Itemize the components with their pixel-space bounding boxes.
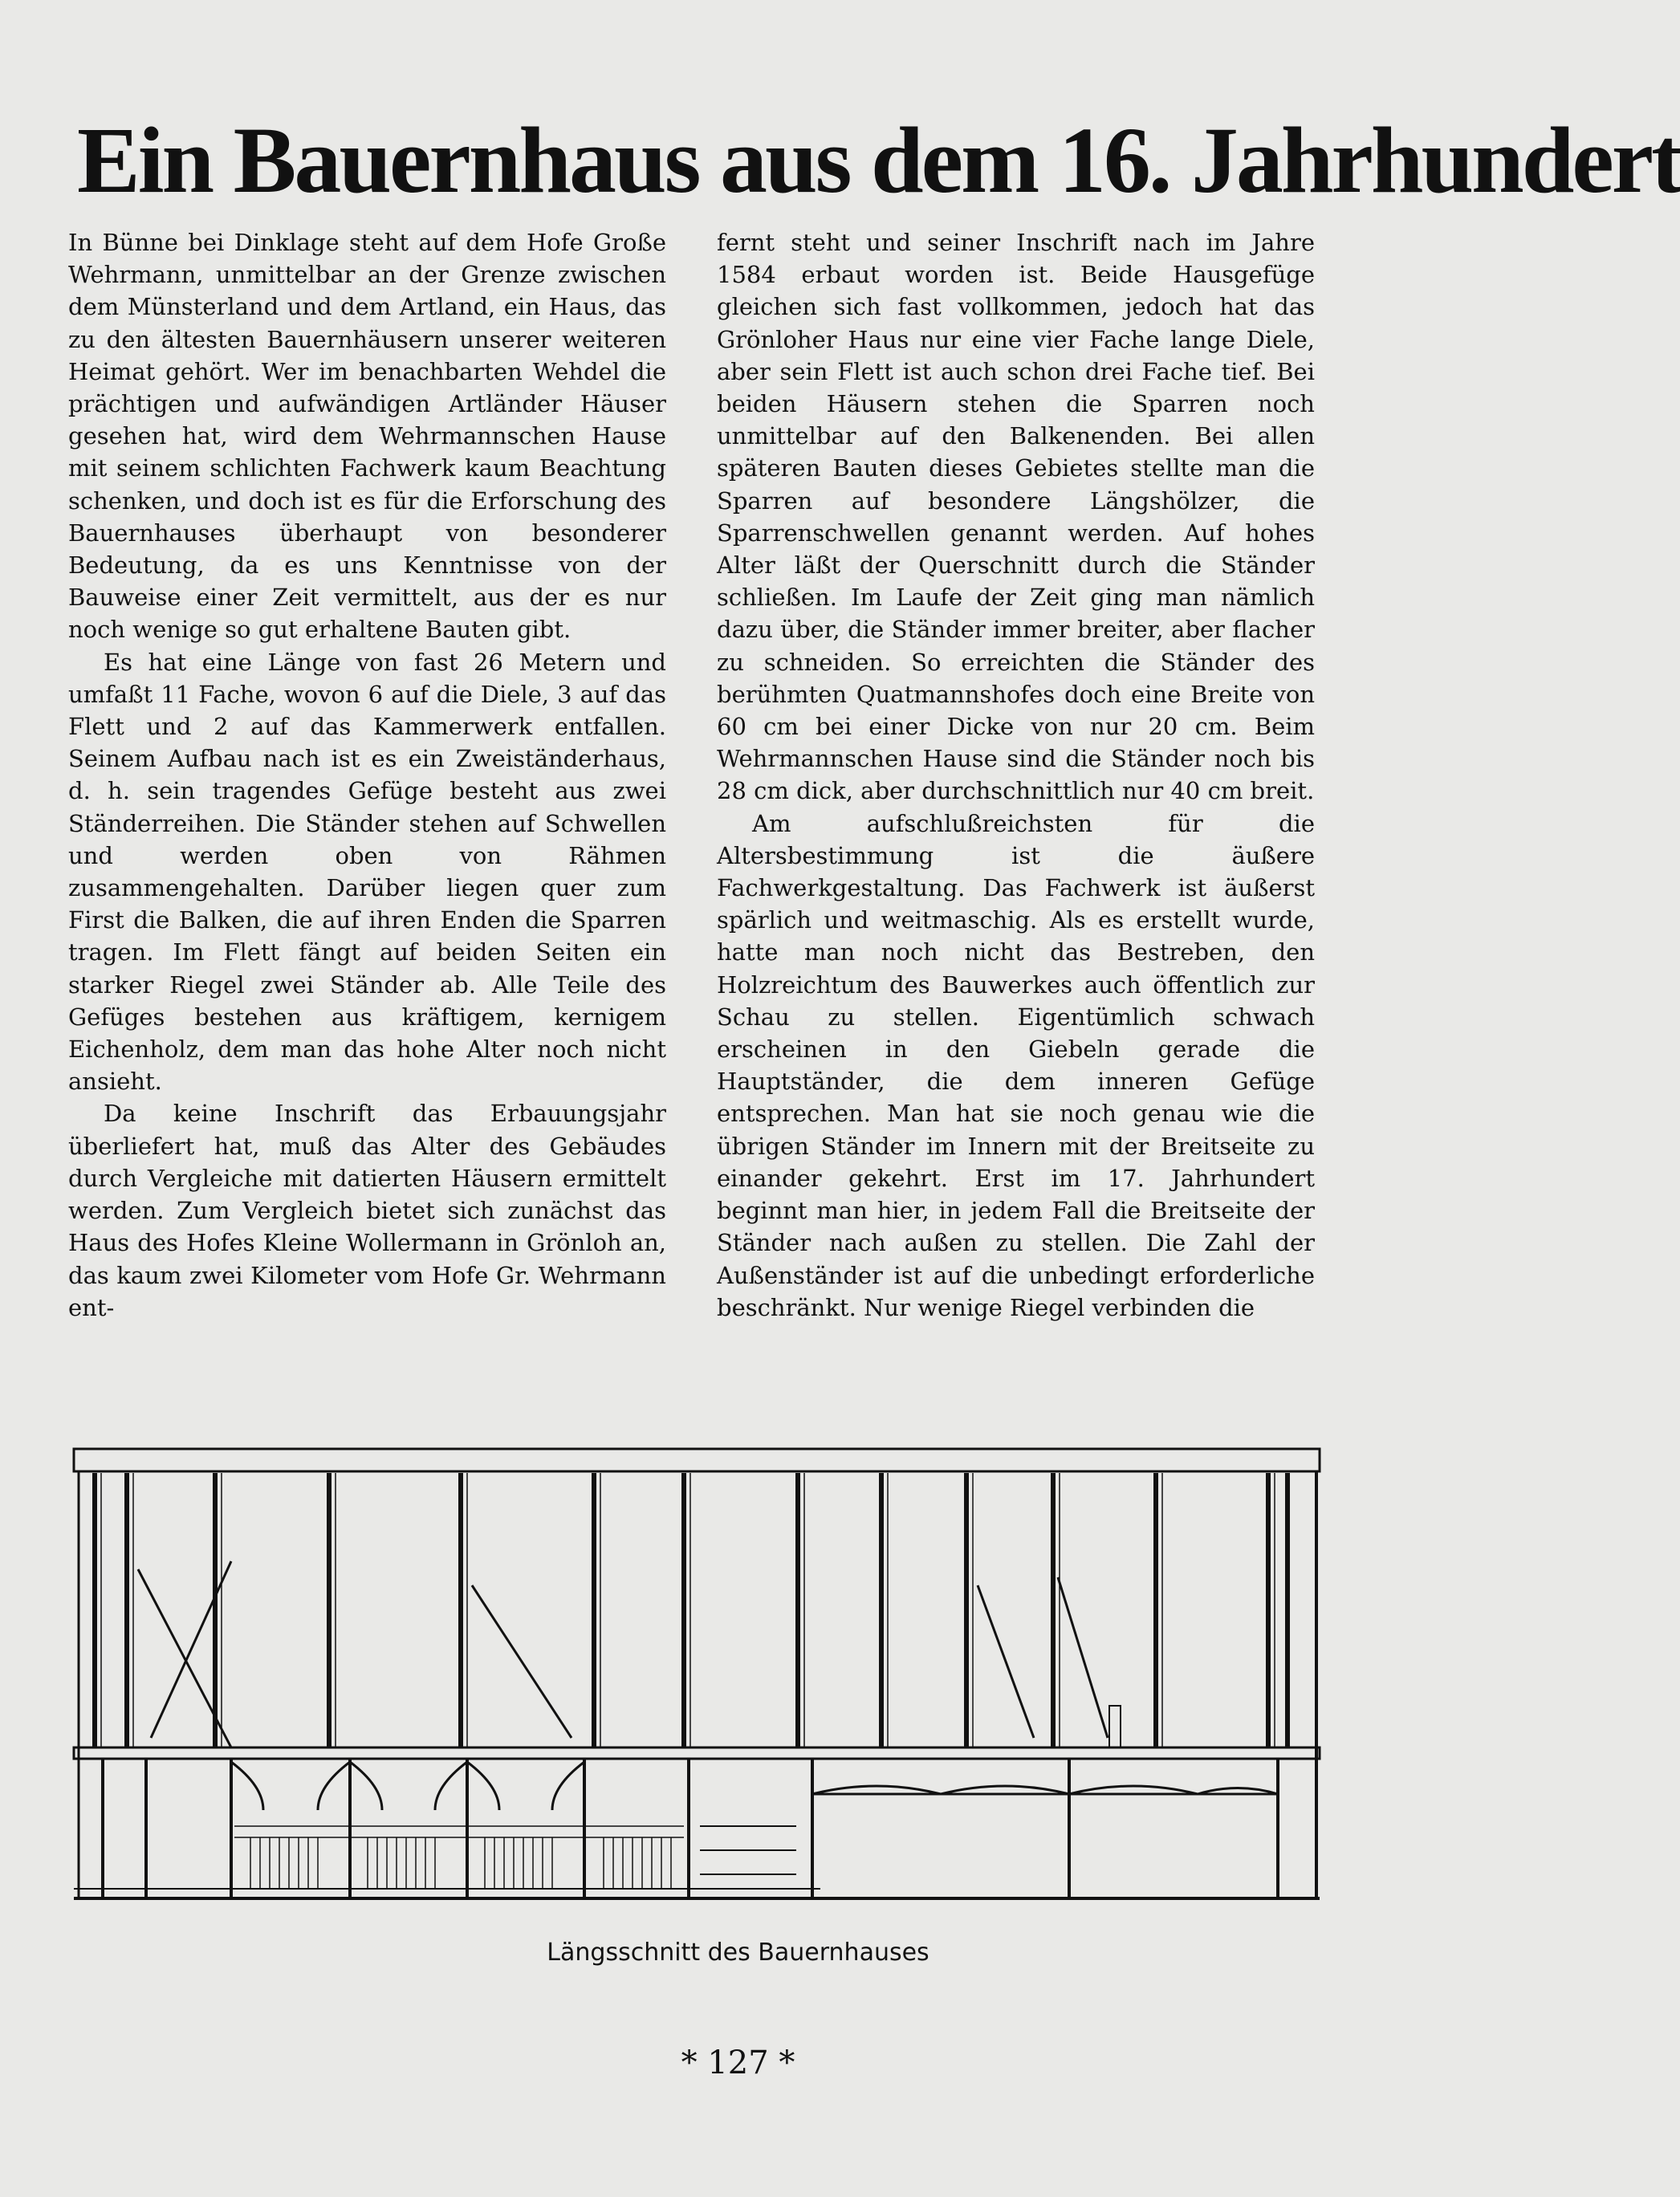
left-column: [68, 226, 666, 1430]
top-beam: [74, 1449, 1320, 1471]
paragraph: fernt steht und seiner Inschrift nach im Jahre 1584 erbaut worden ist. Beide Hausgefüge gleichen sich fast vollkommen, jedoch hat das Grönloher Haus nur eine vier Fache lange Diele, aber sein Flett ist auch schon drei Fache tief. Bei beiden Häusern stehen die Sparren noch unmittelbar auf den Balkenenden. Bei allen späteren Bauten dieses Gebietes stellte man die Sparren auf besondere Längshölzer, die Sparrenschwellen genannt werden. Auf hohes Alter läßt der Querschnitt durch die Ständer schließen. Im Laufe der Zeit ging man nämlich dazu über, die Ständer immer breiter, aber flacher zu schneiden. So erreichten die Ständer des berühmten Quatmannshofes doch eine Breite von 60 cm bei einer Dicke von nur 20 cm. Beim Wehrmannschen Hause sind die Ständer noch bis 28 cm dick, aber durchschnittlich nur 40 cm breit.: [717, 229, 1315, 805]
tie-beam: [74, 1747, 1320, 1759]
paragraph: Da keine Inschrift das Erbauungsjahr überliefert hat, muß das Alter des Gebäudes durch Vergleiche mit datierten Häusern ermittelt werden. Zum Vergleich bietet sich zunächst das Haus des Hofes Kleine Wollermann in Grönloh an, das kaum zwei Kilometer vom Hofe Gr. Wehrmann ent-: [68, 1100, 666, 1321]
paragraph: Es hat eine Länge von fast 26 Metern und umfaßt 11 Fache, wovon 6 auf die Diele, 3 auf das Flett und 2 auf das Kammerwerk entfallen. Seinem Aufbau nach ist es ein Zweiständerhaus, d. h. sein tragendes Gefüge besteht aus zwei Ständerreihen. Die Ständer stehen auf Schwellen und werden oben von Rähmen zusammengehalten. Darüber liegen quer zum First die Balken, die auf ihren Enden die Sparren tragen. Im Flett fängt auf beiden Seiten ein starker Riegel zwei Ständer ab. Alle Teile des Gefüges bestehen aus kräftigem, kernigem Eichenholz, dem man das hohe Alter noch nicht ansieht.: [68, 648, 666, 1096]
timber-frame-illustration: [74, 1449, 1320, 1914]
figure-caption: Längsschnitt des Bauernhauses: [547, 1939, 929, 1967]
longitudinal-section-drawing: [74, 1449, 1320, 1914]
paragraph: Am aufschlußreichsten für die Altersbestimmung ist die äußere Fachwerkgestaltung. Das Fachwerk ist äußerst spärlich und weitmaschig. Als es erstellt wurde, hatte man noch nicht das Bestreben, den Holzreichtum des Bauwerkes auch öffentlich zur Schau zu stellen. Eigentümlich schwach erscheinen in den Giebeln gerade die Hauptständer, die dem inneren Gefüge entsprechen. Man hat sie noch genau wie die übrigen Ständer im Innern mit der Breitseite zu einander gekehrt. Erst im 17. Jahrhundert beginnt man hier, in jedem Fall die Breitseite der Ständer nach außen zu stellen. Die Zahl der Außenständer ist auf die unbedingt erforderliche beschränkt. Nur wenige Riegel verbinden die: [717, 809, 1315, 1321]
page-title: Ein Bauernhaus aus dem 16. Jahrhundert: [77, 108, 1680, 213]
page-number: * 127 *: [681, 2044, 795, 2081]
diagonal-braces: [138, 1561, 1108, 1747]
stall-partitions: [234, 1826, 684, 1837]
right-column: [717, 226, 1315, 1430]
paragraph: In Bünne bei Dinklage steht auf dem Hofe Große Wehrmann, unmittelbar an der Grenze zwischen dem Münsterland und dem Artland, ein Haus, das zu den ältesten Bauernhäusern unserer weiteren Heimat gehört. Wer im benachbarten Wehdel die prächtigen und aufwändigen Artländer Häuser gesehen hat, wird dem Wehrmannschen Hause mit seinem schlichten Fachwerk kaum Beachtung schenken, und doch ist es für die Erforschung des Bauernhauses überhaupt von besonderer Bedeutung, da es uns Kenntnisse von der Bauweise einer Zeit vermittelt, aus der es nur noch wenige so gut erhaltene Bauten gibt.: [68, 229, 666, 644]
